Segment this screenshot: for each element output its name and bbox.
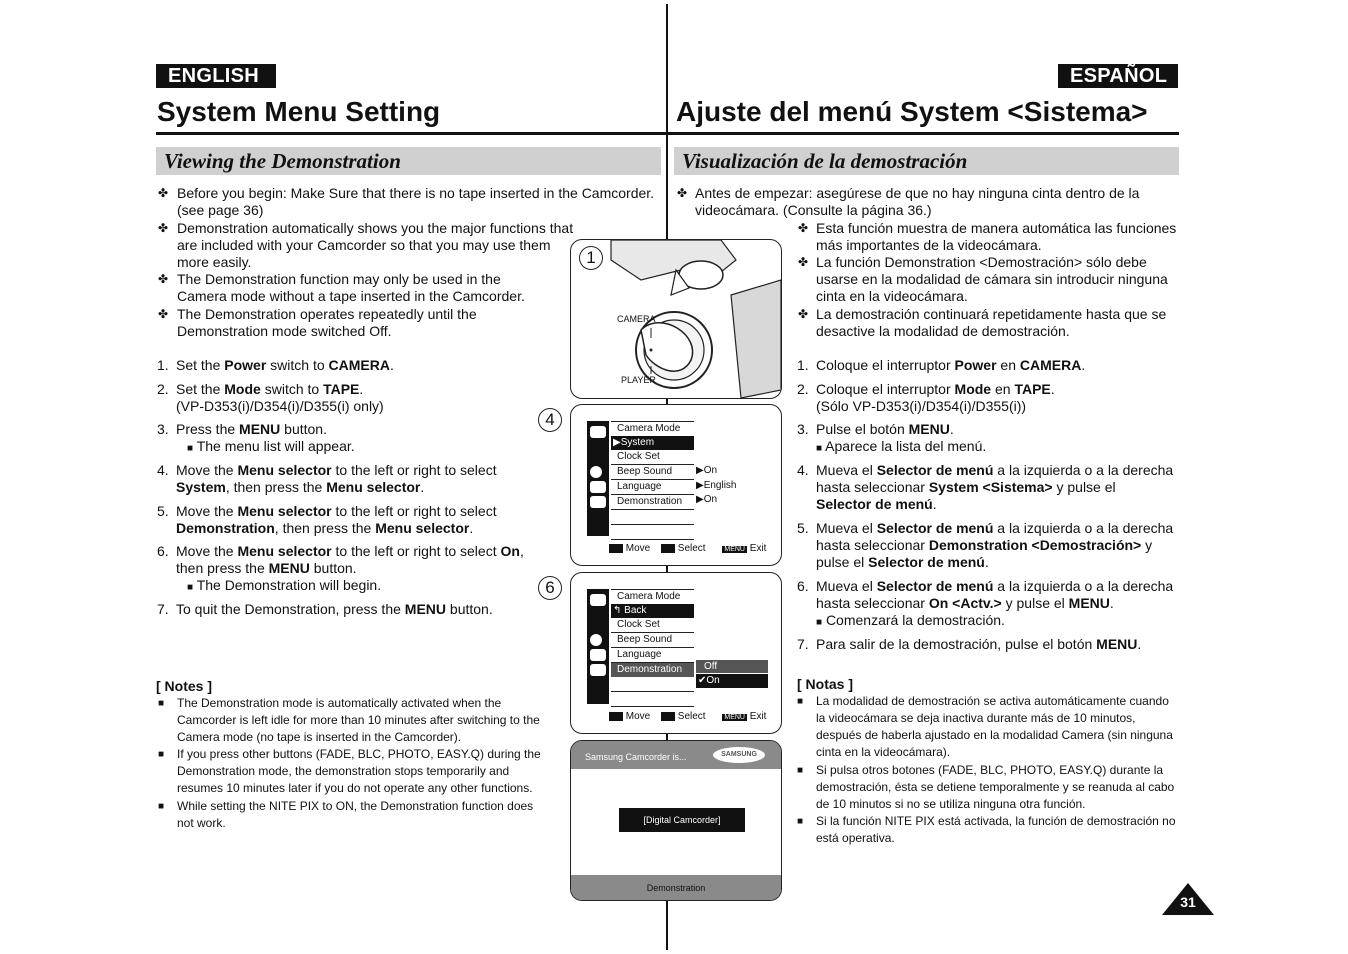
menu-item-clock-set[interactable]: Clock Set xyxy=(611,618,694,633)
step-bold: System <Sistema> xyxy=(928,479,1053,495)
left-title-rule xyxy=(156,132,666,135)
step-text: Press the xyxy=(176,421,240,437)
left-note: ■ If you press other buttons (FADE, BLC, PHOTO, EASY.Q) during the Demonstration mode, the demonstration stops temporarily and resumes 10 minutes later if you do not operate any other functions. xyxy=(158,746,543,797)
right-step xyxy=(797,381,1182,415)
footer-select: Select xyxy=(677,711,706,722)
step-bold: TAPE xyxy=(1014,381,1051,397)
tv-icon xyxy=(590,664,606,676)
menu-item-beep-sound[interactable]: Beep Sound xyxy=(611,633,694,648)
left-notes-title: [ Notes ] xyxy=(156,678,212,694)
step-text: . xyxy=(1081,357,1086,373)
step-text: y pulse el xyxy=(1001,595,1069,611)
step-text: a la izquierda o a la derecha xyxy=(993,578,1174,594)
step-circle-4: 4 xyxy=(538,408,562,432)
right-step: 6. Mueva el Selector de menú a la izquierda o a la derecha hasta seleccionar On <Actv.> y pulse el MENU. ■ Comenzará la demostración. xyxy=(797,578,1174,628)
step-text: switch to xyxy=(260,381,324,397)
footer-move: Move xyxy=(625,543,651,554)
step-number: 2. xyxy=(797,381,809,397)
step-text: switch to xyxy=(266,357,329,373)
step-number: 3. xyxy=(157,421,169,437)
step-number: 5. xyxy=(157,503,169,519)
left-note-text: If you press other buttons (FADE, BLC, PHOTO, EASY.Q) during the Demonstration mode, the demonstration stops temporarily and resumes 10 minutes later if you do not operate any other functions. xyxy=(177,747,541,795)
samsung-logo: SAMSUNG xyxy=(713,747,765,763)
camera-mode-icon xyxy=(590,594,606,606)
step-text: , xyxy=(519,543,524,559)
right-note: ■ Si la función NITE PIX está activada, la función de demostración no está operativa. xyxy=(797,813,1179,847)
right-step xyxy=(797,520,1182,571)
step-bold: MENU xyxy=(404,601,447,617)
right-section-bar xyxy=(674,147,1179,175)
right-note-text: La modalidad de demostración se activa automáticamente cuando la videocámara se deja inactiva durante más de 10 minutos, después de haberla ajustado en la modalidad Camera (sin ninguna cinta en la videocámara). xyxy=(816,694,1173,759)
move-icon xyxy=(609,712,623,721)
gear-icon xyxy=(590,634,602,646)
step-bold: Selector de menú xyxy=(876,578,994,594)
step-text: (Sólo VP-D353(i)/D354(i)/D355(i)) xyxy=(816,398,1027,414)
gear-icon xyxy=(590,466,602,478)
left-note: ■ While setting the NITE PIX to ON, the Demonstration function does not work. xyxy=(158,798,543,832)
move-icon xyxy=(609,544,623,553)
left-bullet: ✤ Demonstration automatically shows you the major functions that are included with your Camcorder so that you may use them more easily. xyxy=(158,220,578,271)
step-bold: On xyxy=(500,543,520,559)
step-number: 4. xyxy=(797,462,809,478)
step-bold: MENU xyxy=(1068,595,1110,611)
step-number: 7. xyxy=(157,601,169,617)
step-bold: Demonstration xyxy=(176,520,275,536)
step-bold: Menu selector xyxy=(237,543,332,559)
left-bullet-text: The Demonstration function may only be used in the Camera mode without a tape inserted in the Camcorder. xyxy=(177,271,525,304)
step-text: then press the xyxy=(176,560,269,576)
figure-camcorder-switch xyxy=(570,239,782,399)
menu-item-language[interactable]: Language xyxy=(611,648,694,663)
step-number: 1. xyxy=(797,357,809,373)
right-title-rule xyxy=(668,132,1179,135)
menu-title: Camera Mode xyxy=(617,591,681,602)
step-bold: Selector de menú xyxy=(876,462,994,478)
step-bold: Selector de menú xyxy=(868,554,985,570)
left-note-text: The Demonstration mode is automatically activated when the Camcorder is left idle for more than 10 minutes after switching to the Camera mode (no tape is inserted in the Camcorder). xyxy=(177,696,540,744)
step-text: Move the xyxy=(176,543,238,559)
step-bold: Power xyxy=(224,357,267,373)
right-bullet: ✤ Antes de empezar: asegúrese de que no hay ninguna cinta dentro de la videocámara. (Consulte la página 36.) xyxy=(677,185,1157,219)
step-bold: Selector de menú xyxy=(876,520,994,536)
step-text: to the left or right to select xyxy=(331,503,497,519)
right-step xyxy=(797,636,1182,653)
step-number: 6. xyxy=(797,578,809,594)
option-on-selected[interactable]: ✔On xyxy=(696,674,768,688)
step-text: Coloque el interruptor xyxy=(816,381,955,397)
menu-icon-column xyxy=(587,589,609,704)
left-section-title: Viewing the Demonstration xyxy=(164,149,401,173)
menu-list xyxy=(611,421,694,540)
step-text: Pulse el botón xyxy=(816,421,909,437)
right-bullet-text: Esta función muestra de manera automática las funciones más importantes de la videocámara. xyxy=(816,220,1177,253)
right-step xyxy=(797,462,1182,513)
right-note: ■ La modalidad de demostración se activa automáticamente cuando la videocámara se deja inactiva durante más de 10 minutos, después de haberla ajustado en la modalidad Camera (sin ninguna cinta en la videocámara). xyxy=(797,693,1179,761)
step-text: to the left or right to select xyxy=(331,543,501,559)
step-bold: CAMERA xyxy=(1019,357,1082,373)
left-step xyxy=(157,462,557,496)
menu-key-icon: MENU xyxy=(724,546,745,553)
step-bold: Selector de menú xyxy=(816,496,933,512)
step-number: 4. xyxy=(157,462,169,478)
step-text: . xyxy=(949,421,954,437)
menu-item-beep-sound[interactable]: Beep Sound xyxy=(611,465,694,480)
select-icon xyxy=(661,712,675,721)
left-bullet: ✤ The Demonstration operates repeatedly until the Demonstration mode switched Off. xyxy=(158,306,538,340)
left-bullet-text: Before you begin: Make Sure that there is no tape inserted in the Camcorder. (see page 36) xyxy=(177,185,655,218)
footer-exit: Exit xyxy=(749,711,767,722)
page-number: 31 xyxy=(1180,894,1196,910)
step-bold: MENU xyxy=(239,421,281,437)
step-text: en xyxy=(991,381,1015,397)
menu-footer xyxy=(609,543,779,556)
step-text: button. xyxy=(280,421,327,437)
step-bold: Mode xyxy=(954,381,992,397)
left-step: 3. Press the MENU button. ■ The menu list will appear. xyxy=(157,421,355,454)
camcorder-icon xyxy=(590,481,606,493)
left-step: 6. Move the Menu selector to the left or right to select On, then press the MENU button. ■ The Demonstration will begin. xyxy=(157,543,524,593)
menu-item-system[interactable]: ▶System xyxy=(611,436,694,450)
demo-footer-text: Demonstration xyxy=(646,883,706,893)
step-bold: Menu selector xyxy=(326,479,421,495)
step-number: 2. xyxy=(157,381,169,397)
camera-switch-label: CAMERA xyxy=(617,314,656,324)
right-bullet: ✤ Esta función muestra de manera automática las funciones más importantes de la videocámara. xyxy=(798,220,1183,254)
step-bold: Mode xyxy=(224,381,261,397)
step-text: (VP-D353(i)/D354(i)/D355(i) only) xyxy=(176,398,384,414)
step-number: 6. xyxy=(157,543,169,559)
value-beep-sound: ▶On xyxy=(696,465,718,476)
right-bullet-text: La función Demonstration <Demostración> sólo debe usarse en la modalidad de cámara sin introducir ninguna cinta en la videocámara. xyxy=(816,254,1168,304)
left-bullet-text: The Demonstration operates repeatedly until the Demonstration mode switched Off. xyxy=(177,306,477,339)
step-text: a la izquierda o a la derecha xyxy=(993,462,1174,478)
step-bold: MENU xyxy=(268,560,310,576)
step-subnote: Aparece la lista del menú. xyxy=(825,438,987,454)
step-text: . xyxy=(932,496,937,512)
menu-icon-column xyxy=(587,421,609,536)
player-switch-label: PLAYER xyxy=(621,375,656,385)
step-text: To quit the Demonstration, press the xyxy=(176,601,405,617)
footer-exit: Exit xyxy=(749,543,767,554)
step-text: hasta seleccionar xyxy=(816,537,929,553)
left-bullet-text: Demonstration automatically shows you the major functions that are included with your Camcorder so that you may use them more easily. xyxy=(177,220,574,270)
step-text: a la izquierda o a la derecha xyxy=(993,520,1174,536)
step-text: Move the xyxy=(176,462,238,478)
left-step xyxy=(157,381,557,415)
left-step xyxy=(157,601,557,618)
right-note-text: Si pulsa otros botones (FADE, BLC, PHOTO, EASY.Q) durante la demostración, ésta se detiene temporalmente y se reanuda al cabo de 10 minutos si no se utiliza ninguna otra función. xyxy=(816,763,1175,811)
step-text: Mueva el xyxy=(816,462,877,478)
left-bullet: ✤ The Demonstration function may only be used in the Camera mode without a tape inserted in the Camcorder. xyxy=(158,271,538,305)
step-text: to the left or right to select xyxy=(331,462,497,478)
step-bold: Menu selector xyxy=(237,462,332,478)
step-bold: CAMERA xyxy=(328,357,390,373)
left-note-text: While setting the NITE PIX to ON, the Demonstration function does not work. xyxy=(177,799,534,830)
step-bold: Menu selector xyxy=(237,503,332,519)
right-page-title: Ajuste del menú System <Sistema> xyxy=(676,96,1148,127)
right-bullet: ✤ La demostración continuará repetidamente hasta que se desactive la modalidad de demostración. xyxy=(798,306,1183,340)
step-text: hasta seleccionar xyxy=(816,479,929,495)
step-number: 5. xyxy=(797,520,809,536)
menu-list xyxy=(611,589,694,707)
step-text: , then press the xyxy=(225,479,327,495)
step-text: . xyxy=(420,479,425,495)
step-text: en xyxy=(996,357,1020,373)
menu-item-language[interactable]: Language xyxy=(611,480,694,495)
right-note-text: Si la función NITE PIX está activada, la función de demostración no está operativa. xyxy=(816,814,1176,845)
value-demonstration: ▶On xyxy=(696,494,718,505)
camera-mode-icon xyxy=(590,426,606,438)
espanol-badge: ESPAÑOL xyxy=(1058,64,1178,88)
step-text: , then press the xyxy=(274,520,376,536)
step-text: Set the xyxy=(176,381,225,397)
step-bold: Demonstration <Demostración> xyxy=(928,537,1142,553)
camcorder-icon xyxy=(590,649,606,661)
step-text: . xyxy=(1050,381,1055,397)
step-text: button. xyxy=(309,560,357,576)
english-badge: ENGLISH xyxy=(156,64,276,88)
right-bullet-text: Antes de empezar: asegúrese de que no hay ninguna cinta dentro de la videocámara. (Consulte la página 36.) xyxy=(695,185,1140,218)
step-subnote: Comenzará la demostración. xyxy=(825,612,1005,628)
step-text: . xyxy=(469,520,474,536)
left-page-title: System Menu Setting xyxy=(157,96,441,127)
right-section-title: Visualización de la demostración xyxy=(682,149,968,173)
step-text: Set the xyxy=(176,357,225,373)
step-text: . xyxy=(984,554,989,570)
step-bold: Power xyxy=(954,357,997,373)
step-text: Mueva el xyxy=(816,578,877,594)
step-text: Mueva el xyxy=(816,520,877,536)
step-bold: TAPE xyxy=(323,381,360,397)
right-notes-title: [ Notas ] xyxy=(797,676,853,692)
step-text: Move the xyxy=(176,503,238,519)
step-number: 3. xyxy=(797,421,809,437)
menu-title: Camera Mode xyxy=(617,423,681,434)
left-section-bar xyxy=(156,147,661,175)
step-text: Coloque el interruptor xyxy=(816,357,955,373)
step-text: . xyxy=(1109,595,1114,611)
step-text: hasta seleccionar xyxy=(816,595,929,611)
step-text: Para salir de la demostración, pulse el botón xyxy=(816,636,1097,652)
menu-key-icon: MENU xyxy=(724,714,745,721)
figure-menu-system xyxy=(570,404,782,566)
step-circle-1: 1 xyxy=(579,246,603,270)
menu-item-demonstration[interactable]: Demonstration xyxy=(611,663,694,677)
right-note: ■ Si pulsa otros botones (FADE, BLC, PHOTO, EASY.Q) durante la demostración, ésta se detiene temporalmente y se reanuda al cabo de 10 minutos si no se utiliza ninguna otra función. xyxy=(797,762,1179,813)
value-language: ▶English xyxy=(696,480,737,491)
step-number: 1. xyxy=(157,357,169,373)
step-subnote: The menu list will appear. xyxy=(196,438,355,454)
camcorder-illustration xyxy=(571,240,781,398)
step-number: 7. xyxy=(797,636,809,652)
right-step: 3. Pulse el botón MENU. ■ Aparece la lista del menú. xyxy=(797,421,987,454)
figure-demo-screen xyxy=(570,740,782,901)
step-bold: On <Actv.> xyxy=(928,595,1002,611)
step-bold: MENU xyxy=(1096,636,1138,652)
figure-menu-demonstration xyxy=(570,572,782,734)
footer-move: Move xyxy=(625,711,651,722)
step-text: . xyxy=(389,357,394,373)
right-step xyxy=(797,357,1182,374)
left-bullet: ✤ Before you begin: Make Sure that there is no tape inserted in the Camcorder. (see page 36) xyxy=(158,185,658,219)
select-icon xyxy=(661,544,675,553)
step-text: . xyxy=(1137,636,1142,652)
right-bullet-text: La demostración continuará repetidamente hasta que se desactive la modalidad de demostración. xyxy=(816,306,1167,339)
menu-item-clock-set[interactable]: Clock Set xyxy=(611,450,694,465)
left-note: ■ The Demonstration mode is automatically activated when the Camcorder is left idle for more than 10 minutes after switching to the Camera mode (no tape is inserted in the Camcorder). xyxy=(158,695,543,746)
step-text: y pulse el xyxy=(1052,479,1116,495)
digital-camcorder-box: [Digital Camcorder] xyxy=(619,808,745,832)
demo-header-text: Samsung Camcorder is... xyxy=(585,752,687,762)
tv-icon xyxy=(590,496,606,508)
step-bold: System xyxy=(176,479,226,495)
step-bold: Menu selector xyxy=(375,520,470,536)
step-circle-6: 6 xyxy=(538,576,562,600)
left-step xyxy=(157,503,557,537)
menu-footer xyxy=(609,711,779,724)
left-step xyxy=(157,357,557,374)
right-bullet: ✤ La función Demonstration <Demostración> sólo debe usarse en la modalidad de cámara sin introducir ninguna cinta en la videocámara. xyxy=(798,254,1183,305)
step-subnote: The Demonstration will begin. xyxy=(196,577,382,593)
step-text: button. xyxy=(446,601,493,617)
step-text: . xyxy=(359,381,364,397)
step-text: y xyxy=(1141,537,1153,553)
option-off[interactable]: Off xyxy=(696,660,768,673)
step-bold: MENU xyxy=(908,421,950,437)
menu-item-back[interactable]: ↰ Back xyxy=(611,604,694,618)
footer-select: Select xyxy=(677,543,706,554)
menu-item-demonstration[interactable]: Demonstration xyxy=(611,495,694,510)
step-text: pulse el xyxy=(816,554,869,570)
